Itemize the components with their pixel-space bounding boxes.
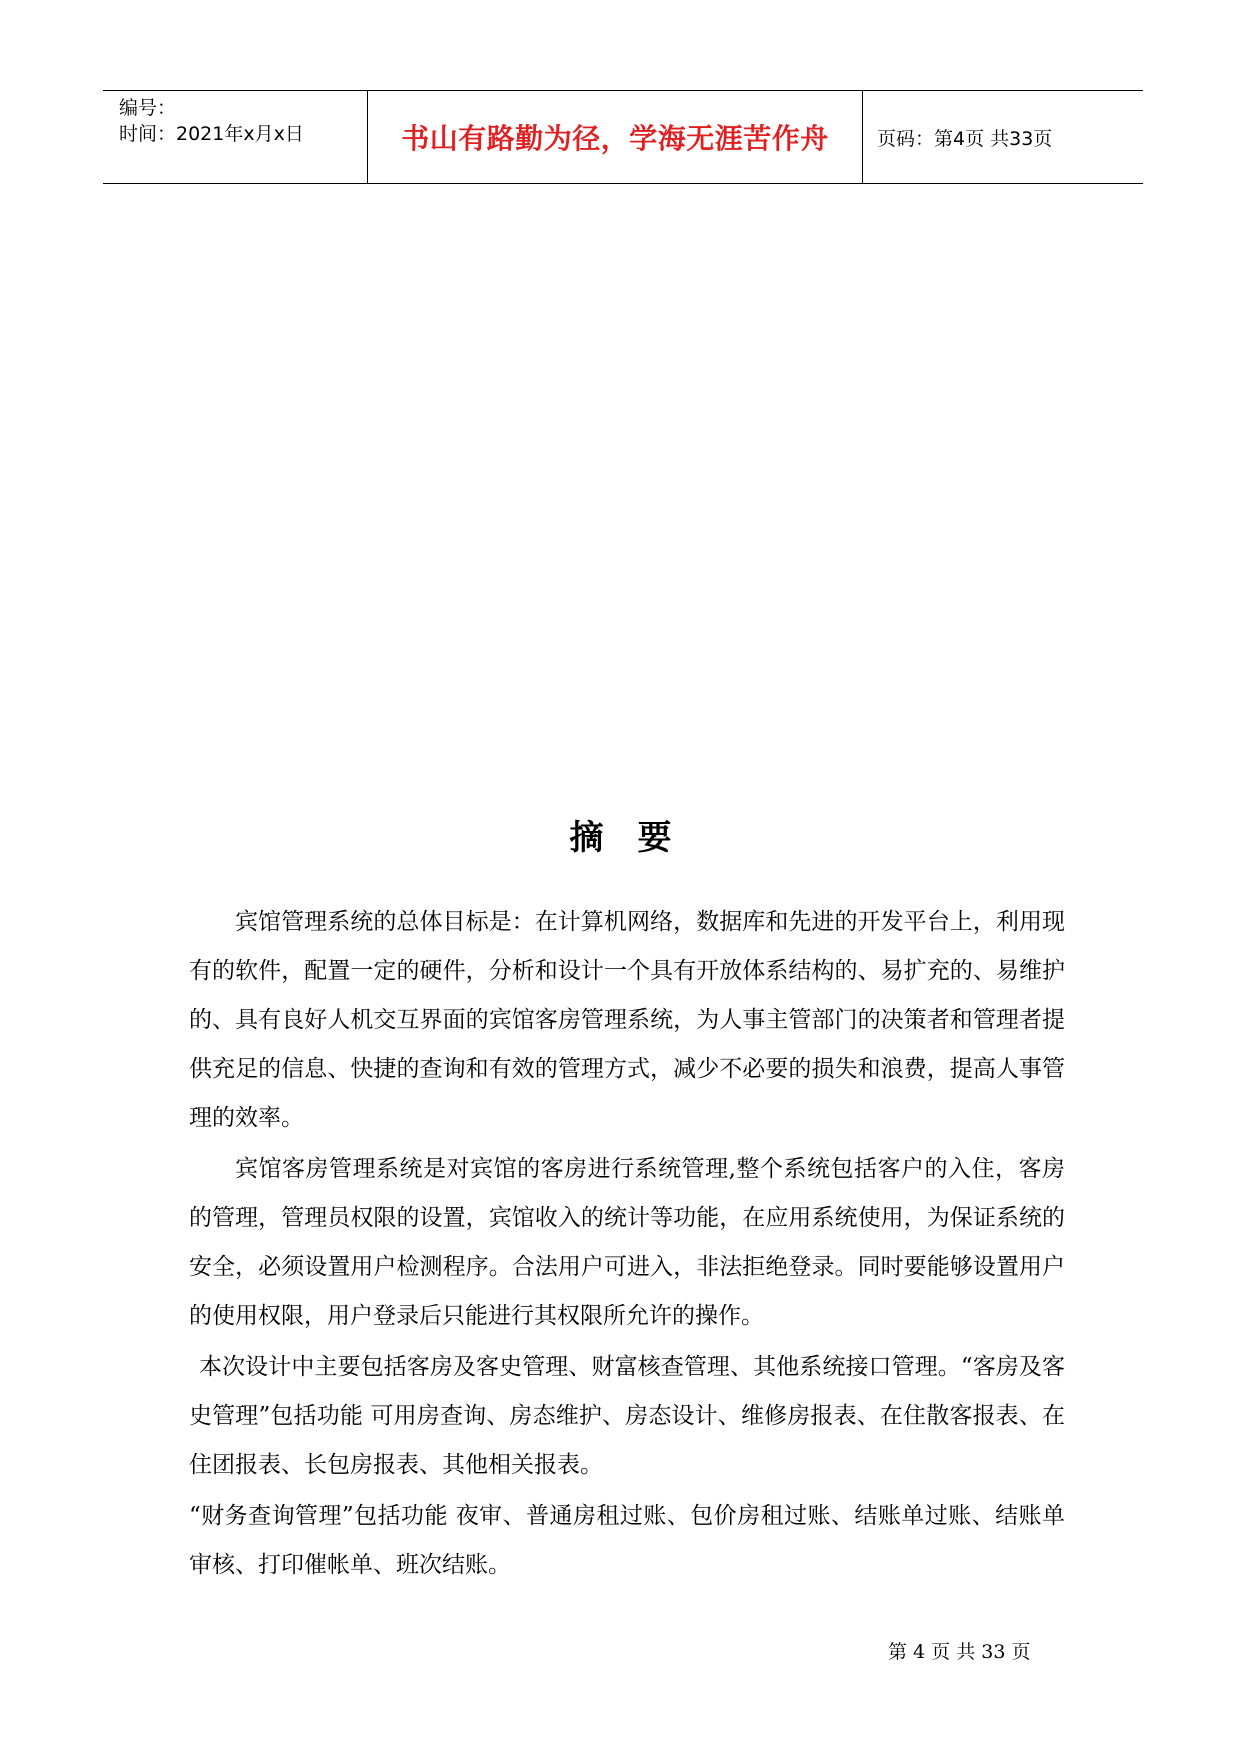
abstract-title: 摘要 [569,818,706,858]
motto-text: 书山有路勤为径，学海无涯苦作舟 [401,122,829,155]
header-meta-cell [103,91,368,183]
abstract-paragraph-2: 宾馆客房管理系统是对宾馆的客房进行系统管理,整个系统包括客户的入住，客房的管理，管理员权限的设置，宾馆收入的统计等功能，在应用系统使用，为保证系统的安全，必须设置用户检测程序。合法用户可进入，非法拒绝登录。同时要能够设置用户的使用权限，用户登录后只能进行其权限所允许的操作。 [189,1156,1065,1329]
time-label: 时间：2021年x月x日 [119,123,304,145]
header-page-cell [863,91,1143,183]
abstract-paragraph-1: 宾馆管理系统的总体目标是：在计算机网络，数据库和先进的开发平台上，利用现有的软件，配置一定的硬件，分析和设计一个具有开放体系结构的、易扩充的、易维护的、具有良好人机交互界面的宾馆客房管理系统，为人事主管部门的决策者和管理者提供充足的信息、快捷的查询和有效的管理方式，减少不必要的损失和浪费，提高人事管理的效率。 [189,909,1065,1131]
page-footer: 第 4 页 共 33 页 [888,1641,1031,1663]
number-label: 编号： [119,97,177,119]
document-header [103,90,1143,184]
page-code: 页码：第4页 共33页 [877,127,1053,150]
abstract-paragraph-4: “财务查询管理”包括功能 夜审、普通房租过账、包价房租过账、结账单过账、结账单审核、打印催帐单、班次结账。 [189,1503,1065,1578]
abstract-body [189,898,1065,1592]
header-motto-cell [368,91,863,183]
abstract-paragraph-3: 本次设计中主要包括客房及客史管理、财富核查管理、其他系统接口管理。“客房及客史管理”包括功能 可用房查询、房态维护、房态设计、维修房报表、在住散客报表、在住团报表、长包房报表、其他相关报表。 [189,1354,1065,1478]
